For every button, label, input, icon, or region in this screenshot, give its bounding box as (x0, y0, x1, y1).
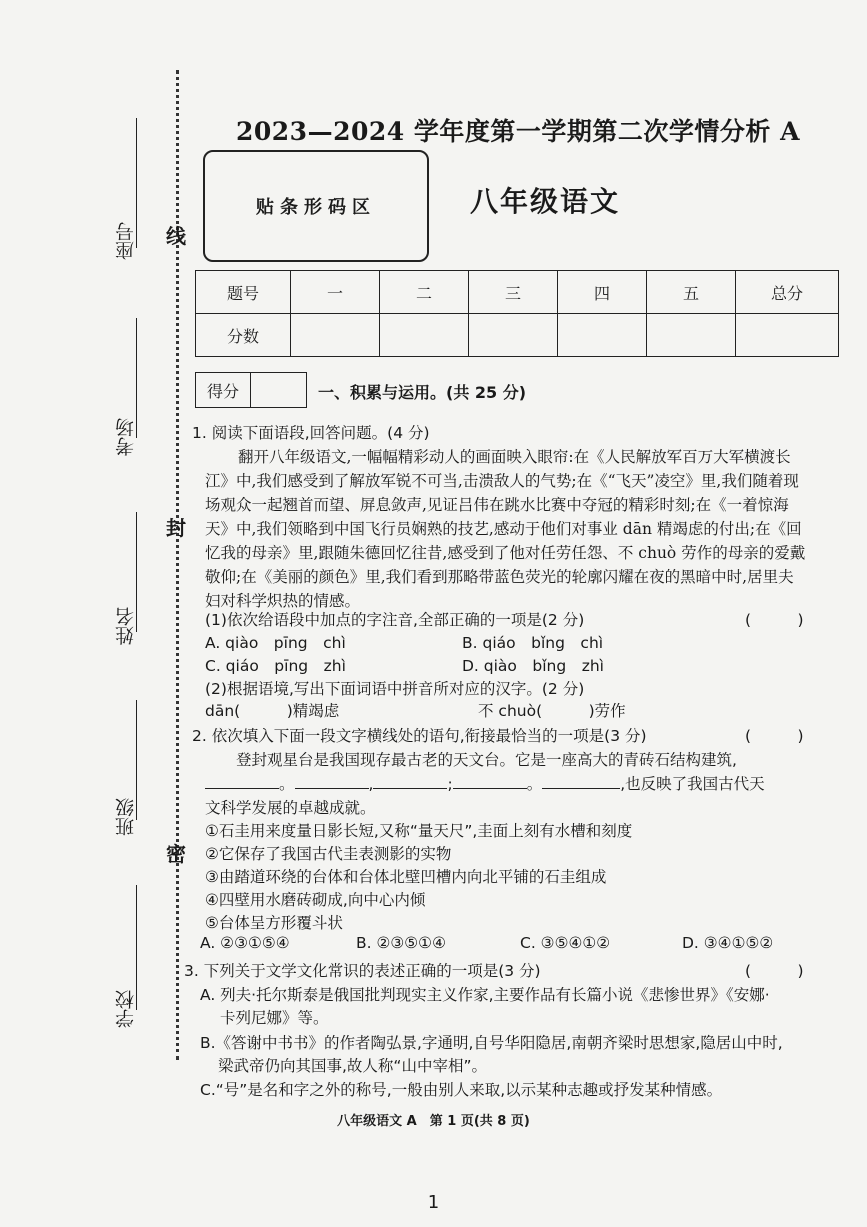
q1-option-d: D. qiào bǐng zhì (462, 657, 604, 675)
q1-passage-line: 忆我的母亲》里,跟随朱德回忆往昔,感受到了他对任劳任怨、不 chuò 劳作的母亲的爱戴 (205, 544, 806, 562)
section-score-box (195, 372, 307, 408)
score-table-score-row (196, 314, 839, 357)
q3-option-c: C.“号”是名和字之外的称号,一般由别人来取,以示某种志趣或抒发某种情感。 (200, 1081, 723, 1099)
q1-passage-line: 场观众一起翘首而望、屏息敛声,见证吕伟在跳水比赛中夺冠的精彩时刻;在《一着惊海 (205, 496, 789, 514)
answer-blank[interactable] (373, 772, 447, 789)
q1-passage-line: 天》中,我们领略到中国飞行员娴熟的技艺,感动于他们对事业 dān 精竭虑的付出;在《回 (205, 520, 802, 538)
q2-line1: 登封观星台是我国现存最古老的天文台。它是一座高大的青砖石结构建筑, (236, 751, 737, 769)
section-score-label: 得分 (195, 372, 251, 408)
score-header-cell: 一 (291, 271, 380, 314)
score-cell[interactable] (469, 314, 558, 357)
score-row-label: 分数 (196, 314, 291, 357)
score-header-cell: 五 (647, 271, 736, 314)
q1-passage-line: 敬仰;在《美丽的颜色》里,我们看到那略带蓝色荧光的轮廓闪耀在夜的黑暗中时,居里夫 (205, 568, 794, 586)
exam-title: 2023—2024 学年度第一学期第二次学情分析 A (236, 117, 800, 146)
q2-option-a: A. ②③①⑤④ (200, 934, 290, 952)
score-cell[interactable] (291, 314, 380, 357)
barcode-area (203, 150, 429, 262)
q2-option-c: C. ③⑤④①② (520, 934, 611, 952)
answer-blank[interactable] (205, 772, 279, 789)
answer-blank[interactable] (295, 772, 369, 789)
seat-number-label: 座号 (115, 222, 137, 260)
section-1-heading: 一、积累与运用。(共 25 分) (318, 383, 527, 402)
class-line (136, 700, 137, 820)
q1-option-b: B. qiáo bǐng chì (462, 634, 604, 652)
score-header-cell: 三 (469, 271, 558, 314)
q3-option-b-line1: B.《答谢中书书》的作者陶弘景,字通明,自号华阳隐居,南朝齐梁时思想家,隐居山中时, (200, 1034, 783, 1052)
question-3-stem: 3. 下列关于文学文化常识的表述正确的一项是(3 分) (184, 962, 541, 980)
score-cell[interactable] (736, 314, 839, 357)
seal-char-seal: 封 (166, 516, 186, 540)
section-score-cell[interactable] (251, 372, 307, 408)
q2-line3: 文科学发展的卓越成就。 (205, 799, 376, 817)
q1-sub1: (1)依次给语段中加点的字注音,全部正确的一项是(2 分) (205, 611, 585, 629)
q2-item: ⑤台体呈方形覆斗状 (205, 914, 343, 932)
q2-option-d: D. ③④①⑤② (682, 934, 774, 952)
score-cell[interactable] (647, 314, 736, 357)
q3-option-b-line2: 梁武帝仍向其国事,故人称“山中宰相”。 (218, 1057, 487, 1075)
q2-item: ①石圭用来度量日影长短,又称“量天尺”,圭面上刻有水槽和刻度 (205, 822, 633, 840)
question-2-stem: 2. 依次填入下面一段文字横线处的语句,衔接最恰当的一项是(3 分) (192, 727, 647, 745)
page-footer: 八年级语文 A 第 1 页(共 8 页) (337, 1114, 530, 1129)
q1-sub2: (2)根据语境,写出下面词语中拼音所对应的汉字。(2 分) (205, 680, 585, 698)
answer-parentheses[interactable]: ( ) (745, 962, 804, 980)
class-label: 班级 (115, 798, 137, 836)
score-header-cell: 四 (558, 271, 647, 314)
school-label: 学校 (115, 990, 137, 1028)
score-table-header-row (196, 271, 839, 314)
q3-option-a-line1: A. 列夫·托尔斯泰是俄国批判现实主义作家,主要作品有长篇小说《悲惨世界》《安娜· (200, 986, 770, 1004)
score-header-cell: 总分 (736, 271, 839, 314)
answer-blank[interactable] (453, 772, 527, 789)
q1-fill-b[interactable]: 不 chuò( )劳作 (478, 702, 626, 720)
school-line (136, 885, 137, 1010)
q1-passage-line: 江》中,我们感受到了解放军锐不可当,击溃敌人的气势;在《“飞天”凌空》里,我们随着现 (205, 472, 799, 490)
score-cell[interactable] (558, 314, 647, 357)
score-table (195, 270, 839, 357)
q2-item: ④四壁用水磨砖砌成,向中心内倾 (205, 891, 426, 909)
barcode-label: 贴条形码区 (256, 197, 376, 218)
score-header-cell: 题号 (196, 271, 291, 314)
name-line (136, 512, 137, 632)
q1-option-c: C. qiáo pīng zhì (205, 657, 346, 675)
seal-char-line: 线 (166, 224, 186, 248)
q1-passage-line: 翻开八年级语文,一幅幅精彩动人的画面映入眼帘:在《人民解放军百万大军横渡长 (238, 448, 791, 466)
q1-fill-a[interactable]: dān( )精竭虑 (205, 702, 340, 720)
question-1-stem: 1. 阅读下面语段,回答问题。(4 分) (192, 424, 430, 442)
name-label: 姓名 (115, 607, 137, 645)
seal-dotted-line (176, 70, 179, 1060)
seat-number-line (136, 118, 137, 248)
answer-parentheses[interactable]: ( ) (745, 611, 804, 629)
q3-option-a-line2: 卡列尼娜》等。 (220, 1009, 329, 1027)
q2-option-b: B. ②③⑤①④ (356, 934, 446, 952)
q2-item: ③由踏道环绕的台体和台体北壁凹槽内向北平铺的石圭组成 (205, 868, 607, 886)
q2-line2-end: ,也反映了我国古代天 (620, 775, 765, 793)
score-cell[interactable] (380, 314, 469, 357)
q1-option-a: A. qiào pīng chì (205, 634, 346, 652)
score-header-cell: 二 (380, 271, 469, 314)
seal-char-secret: 密 (166, 842, 186, 866)
subject-title: 八年级语文 (470, 185, 621, 218)
answer-parentheses[interactable]: ( ) (745, 727, 804, 745)
exam-room-line (136, 318, 137, 438)
answer-blank[interactable] (542, 772, 620, 789)
page-number: 1 (427, 1192, 440, 1213)
q2-item: ②它保存了我国古代圭表测影的实物 (205, 845, 452, 863)
q1-passage-line: 妇对科学炽热的情感。 (205, 592, 361, 610)
q2-blanks-line: 。 , ; 。 ,也反映了我国古代天 (205, 772, 765, 794)
exam-room-label: 考场 (115, 418, 137, 456)
